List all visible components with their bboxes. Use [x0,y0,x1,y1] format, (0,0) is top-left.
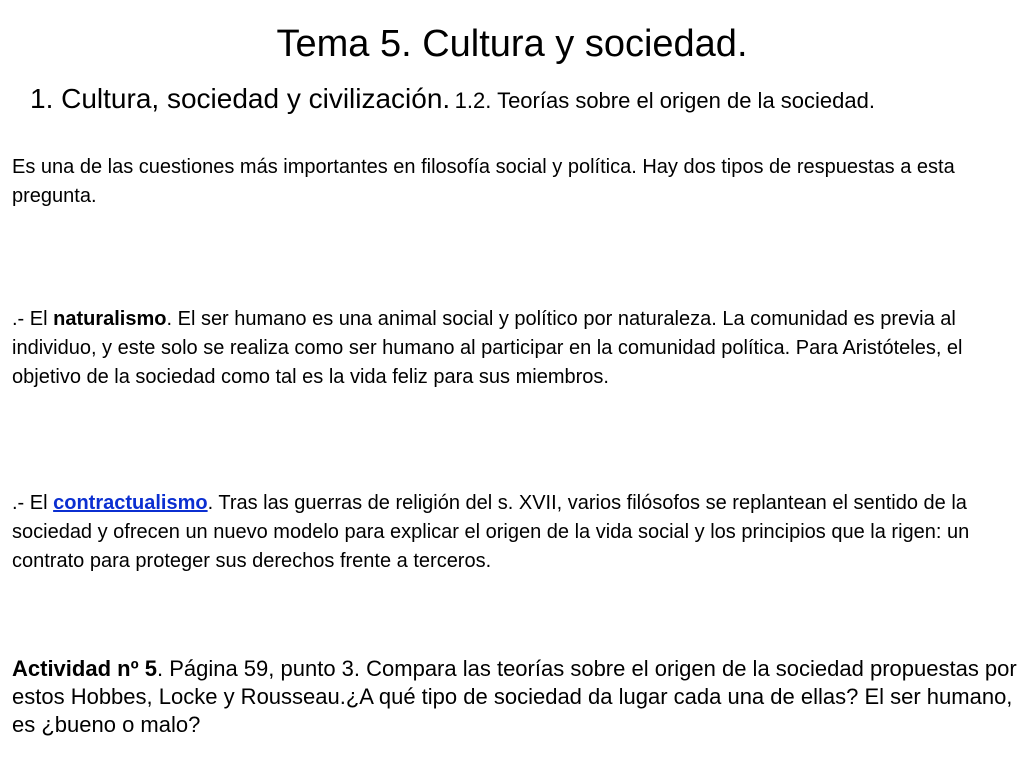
naturalism-text: . El ser humano es una animal social y político por naturaleza. La comunidad es previa al individuo, y este solo se realiza como ser humano al participar en la comunidad política. Para Aristóteles, el objetivo de la sociedad como tal es la vida feliz para sus miembros. [12,308,963,388]
contractualism-text: . Tras las guerras de religión del s. XVII, varios filósofos se replantean el sentido de la sociedad y ofrecen un nuevo modelo para explicar el origen de la vida social y los principios que la rigen: un contrato para proteger sus derechos frente a terceros. [12,492,970,572]
contractualism-link[interactable]: contractualismo [53,492,208,514]
contractualism-prefix: .- El [12,492,54,514]
intro-paragraph: Es una de las cuestiones más importantes en filosofía social y política. Hay dos tipos de respuestas a esta pregunta. [12,156,955,207]
subtitle-main: 1. Cultura, sociedad y civilización. [30,83,451,114]
activity-paragraph [12,655,1017,739]
contractualism-paragraph [12,489,1012,576]
slide-title: Tema 5. Cultura y sociedad. [276,23,748,65]
naturalism-paragraph [12,305,1012,392]
subtitle-small: 1.2. Teorías sobre el origen de la sociedad. [454,88,875,113]
activity-text: . Página 59, punto 3. Compara las teorías sobre el origen de la sociedad propuestas por estos Hobbes, Locke y Rousseau.¿A qué tipo de sociedad da lugar cada una de ellas? El ser humano, es ¿bueno o malo? [12,656,1017,737]
slide-subtitle [30,79,1010,124]
naturalism-prefix: .- El [12,308,54,330]
activity-label: Actividad nº 5 [12,656,157,681]
naturalism-term: naturalismo [53,308,167,330]
